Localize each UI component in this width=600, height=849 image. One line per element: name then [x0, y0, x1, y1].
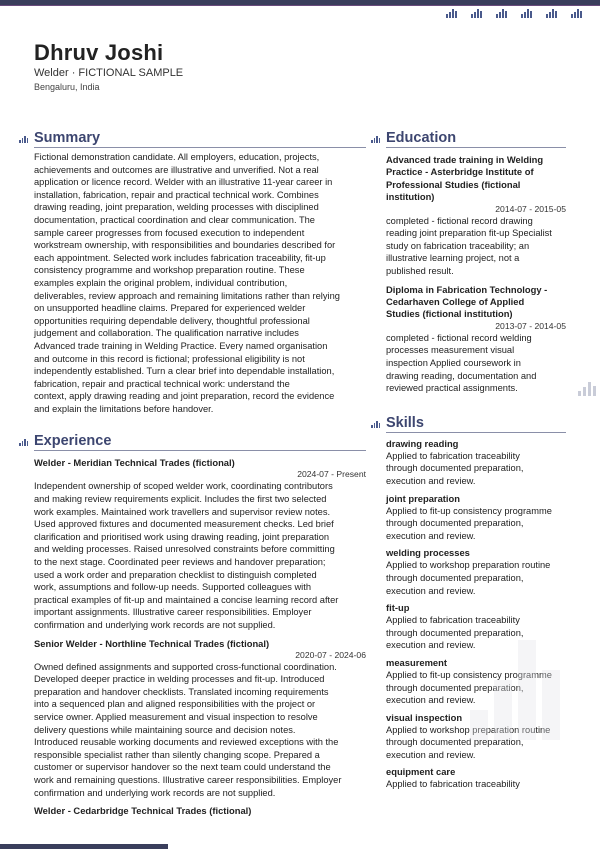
education-title-line: Professional Studies (fictional [386, 178, 521, 190]
bar-chart-icon [496, 9, 507, 18]
job-description [34, 480, 366, 631]
experience-list [34, 457, 366, 817]
skill-entry [386, 438, 566, 488]
skill-description [386, 505, 566, 543]
summary-line: context, apply drawing reading and joint preparation, record the evidence [34, 391, 335, 402]
education-heading [386, 130, 566, 148]
summary-line: Fictional demonstration candidate. All employers, education, projects, [34, 152, 320, 162]
education-description-line: reading joint preparation fit-up Specialist [386, 228, 552, 239]
education-description-line: completed - fictional record welding [386, 332, 532, 343]
job-description-line: work and remaining questions. Illustrative career responsibilities. Employer [34, 774, 342, 785]
education-title-line: Practice - Asterbridge Institute of [386, 166, 534, 178]
bar-chart-icon [546, 9, 557, 18]
job-description-line: clarification and prioritised work using drawing reading, joint preparation [34, 531, 330, 542]
summary-line: on unsupported headline claims. Prepared for experienced welder [34, 303, 306, 314]
summary-line: independently established. Turn a clear brief into dependable installation, [34, 366, 335, 377]
job-description-line: Owned defined assignments and supported cross-functional coordination. [34, 661, 337, 672]
summary-line: each appointment. Selected work includes fabrication traceability, fit-up [34, 252, 326, 263]
summary-line: opportunities requiring dependable delivery, thoughtful professional [34, 315, 310, 326]
job-description-line: work examples. Maintained work travellers and supervisor review notes. [34, 506, 331, 517]
summary-line: drawing reading, joint preparation, welding processes with disciplined [34, 202, 319, 213]
skill-description [386, 450, 566, 488]
education-title-line: Studies (fictional institution) [386, 308, 513, 320]
summary-heading [34, 130, 366, 148]
education-dates: 2013-07 - 2014-05 [495, 320, 566, 331]
skill-description-line: Applied to workshop preparation routine [386, 724, 551, 735]
skill-name: fit-up [386, 602, 410, 614]
skill-name: drawing reading [386, 437, 459, 449]
education-title-line: Advanced trade training in Welding [386, 154, 544, 165]
watermark-bar-chart-icon [578, 382, 596, 396]
section-title: Education [386, 130, 457, 146]
skill-description-line: through documented preparation, [386, 682, 524, 693]
skill-entry [386, 493, 566, 543]
skill-entry [386, 766, 566, 791]
summary-line: Advanced trade training in Welding Practice. Every named organisation [34, 340, 328, 351]
section-title: Summary [34, 130, 101, 146]
job-description-line: and welding processes. Raised unresolved constraints before committing [34, 544, 335, 555]
bar-chart-icon [571, 9, 582, 18]
skill-description-line: through documented preparation, [386, 463, 524, 474]
skill-description-line: Applied to fit-up consistency programme [386, 669, 552, 680]
bar-chart-icon [19, 136, 28, 143]
section-title: Experience [34, 433, 112, 450]
experience-heading [34, 433, 366, 451]
job-description-line: Independent ownership of scoped welder work, coordinating contributors [34, 481, 333, 492]
skill-description-line: execution and review. [386, 585, 476, 596]
skill-description-line: through documented preparation, [386, 572, 524, 583]
summary-line: fabrication, repair and practical technical work: understand the [34, 378, 290, 389]
education-description-line: drawing reading, documentation and [386, 370, 537, 381]
education-description-line: published result. [386, 266, 454, 276]
job-title: Senior Welder - Northline Technical Trades (fictional) [34, 637, 270, 649]
bar-chart-icon [371, 421, 380, 428]
bar-chart-icon [371, 136, 380, 143]
skill-description-line: execution and review. [386, 530, 476, 541]
education-title [386, 154, 566, 204]
bottom-rule [0, 844, 168, 849]
bar-chart-icon [19, 439, 28, 446]
resume-header [34, 40, 183, 92]
candidate-location: Bengaluru, India [34, 82, 100, 92]
summary-line: achievements and outcomes are illustrative and unverified. Not a real [34, 164, 319, 175]
education-description [386, 215, 566, 278]
summary-line: deliverables, review approach and remaining limitations rather than relying [34, 290, 340, 301]
skill-description-line: Applied to fabrication traceability [386, 779, 520, 790]
skill-description-line: execution and review. [386, 695, 476, 706]
summary-line: and explain the limitations before handover. [34, 403, 214, 414]
job-entry [34, 805, 366, 817]
bar-chart-icon [521, 9, 532, 18]
education-title-line: Cedarhaven College of Applied [386, 296, 525, 307]
job-description-line: important assignments. Illustrative career responsibilities. Employer [34, 607, 312, 618]
summary-line: examples explain the original problem, individual contribution, [34, 277, 288, 288]
top-rule [0, 0, 600, 5]
summary-line: and outcome in this record is fictional; professional eligibility is not [34, 353, 305, 364]
skill-description-line: Applied to fit-up consistency programme [386, 505, 552, 516]
education-description-line: completed - fictional record drawing [386, 215, 533, 226]
education-description-line: reviewed practical assignments. [386, 383, 518, 394]
job-description-line: to the next stage. Coordinated peer reviews and handover preparation; [34, 557, 326, 568]
education-description-line: processes measurement visual [386, 345, 515, 356]
education-entry [386, 154, 566, 278]
candidate-title: Welder · FICTIONAL SAMPLE [34, 67, 184, 79]
job-entry [34, 457, 366, 631]
job-dates: 2020-07 - 2024-06 [295, 649, 366, 660]
summary-line: documentation, practical coordination and clear communication. The [34, 214, 315, 225]
left-column [34, 130, 366, 817]
job-description-line: used a work order and preparation checklist to distinguish completed [34, 569, 317, 580]
job-description-line: Developed deeper practice in welding processes and fit-up. Introduced [34, 674, 325, 685]
education-description-line: inspection Applied coursework in [386, 358, 521, 368]
summary-line: consistency programme and workshop preparation routine. These [34, 265, 305, 276]
bar-chart-icon [471, 9, 482, 18]
skill-description-line: through documented preparation, [386, 627, 524, 638]
job-title: Welder - Meridian Technical Trades (fictional) [34, 457, 235, 469]
skill-description [386, 778, 566, 791]
skill-description-line: execution and review. [386, 749, 476, 760]
summary-line: installation, fabrication, repair and practical technical work. Combines [34, 189, 319, 200]
bar-chart-icon [446, 9, 457, 18]
header-icon-strip [446, 9, 582, 18]
skill-entry [386, 547, 566, 597]
job-description-line: confirmation and underlying work records are not supplied. [34, 620, 276, 630]
education-list [386, 154, 566, 395]
skill-description-line: Applied to workshop preparation routine [386, 560, 551, 571]
job-description-line: responsible specialist rather than silently changing scope. Prepared a [34, 749, 320, 760]
education-description-line: study on fabrication traceability; an [386, 240, 530, 251]
education-dates: 2014-07 - 2015-05 [495, 203, 566, 214]
skill-description-line: through documented preparation, [386, 518, 524, 529]
skill-description-line: Applied to fabrication traceability [386, 450, 520, 461]
education-description-line: illustrative learning project, not a [386, 253, 520, 264]
job-description-line: delivery questions while maintaining source and decision notes. [34, 724, 296, 735]
job-description-line: Used approved fixtures and documented measurement checks. Led brief [34, 519, 334, 530]
section-title: Skills [386, 414, 424, 431]
job-description [34, 661, 366, 800]
summary-line: judgement and collaboration. The qualification narrative includes [34, 328, 299, 339]
education-title-line: institution) [386, 191, 435, 203]
skill-name: joint preparation [386, 492, 460, 504]
education-entry [386, 284, 566, 395]
skill-name: measurement [386, 656, 447, 668]
summary-text [34, 151, 366, 415]
education-title-line: Diploma in Fabrication Technology - [386, 283, 548, 295]
job-description-line: Introduced reusable working documents and reviewed exceptions with the [34, 737, 339, 748]
candidate-name: Dhruv Joshi [34, 40, 164, 65]
education-title [386, 284, 566, 321]
job-title: Welder - Cedarbridge Technical Trades (fictional) [34, 805, 252, 817]
job-description-line: service owner. Applied measurement and visual inspection to resolve [34, 711, 318, 722]
job-description-line: into a sequenced plan and aligned responsibilities with the project or [34, 699, 316, 710]
skill-description [386, 559, 566, 597]
summary-line: workstream ownership, with responsibilities and boundaries described for [34, 240, 336, 251]
job-description-line: practical examples of fit-up and maintained a concise learning record after [34, 594, 339, 605]
skills-heading [386, 415, 566, 433]
skill-name: equipment care [386, 766, 456, 778]
job-entry [34, 638, 366, 800]
job-dates: 2024-07 - Present [297, 469, 366, 480]
education-description [386, 332, 566, 395]
summary-line: sample career progresses from focused execution to independent [34, 227, 305, 238]
skill-name: visual inspection [386, 711, 463, 723]
skill-description-line: execution and review. [386, 640, 476, 651]
skill-description-line: through documented preparation, [386, 737, 524, 748]
job-description-line: and making review requirements explicit. Includes the first two selected [34, 494, 327, 505]
job-description-line: customer or supervisor handover so the next team could understand the [34, 762, 331, 773]
summary-line: application or licence record. Welder with an illustrative 11-year career in [34, 177, 333, 188]
skill-name: welding processes [386, 547, 470, 559]
watermark-bar-chart-icon [470, 640, 560, 740]
skill-description-line: execution and review. [386, 475, 476, 486]
job-description-line: preparation and handover checklists. Translated incoming requirements [34, 686, 329, 697]
job-description-line: confirmation and underlying work records are not supplied. [34, 787, 276, 798]
skill-description-line: Applied to fabrication traceability [386, 615, 520, 626]
job-description-line: work, assumptions and follow-up needs. Supported colleagues with [34, 582, 312, 593]
